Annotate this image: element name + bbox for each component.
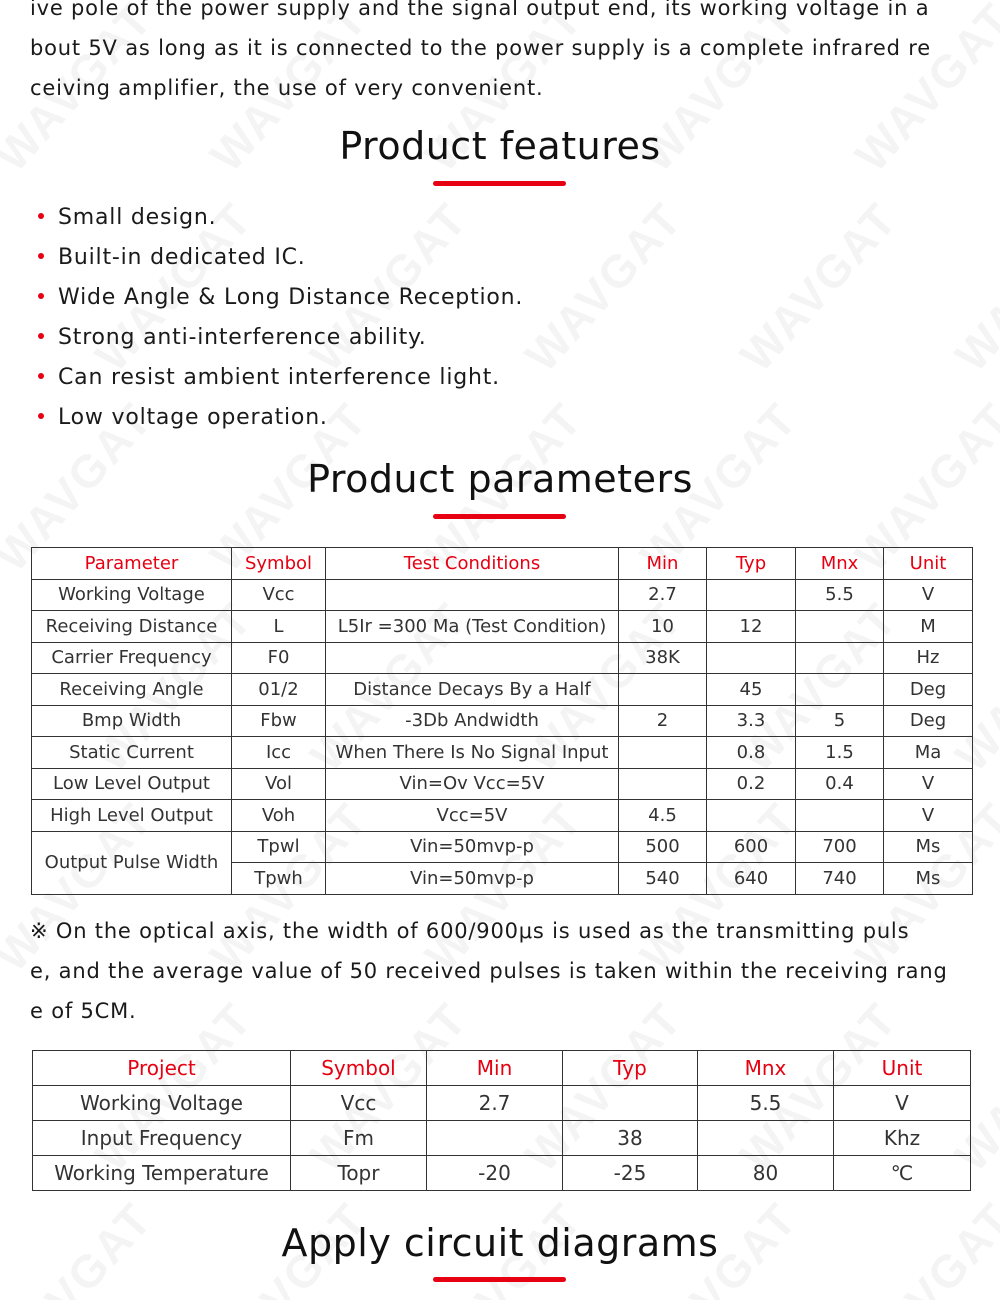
column-header: Mnx	[698, 1051, 834, 1086]
watermark-text	[514, 192, 693, 382]
note-line: ※ On the optical axis, the width of 600/900μs is used as the transmitting puls	[30, 919, 910, 943]
table-row	[32, 800, 973, 832]
table-cell: Receiving Distance	[32, 611, 232, 643]
table-cell	[707, 579, 796, 611]
bullet-icon	[38, 213, 44, 219]
column-header: Unit	[834, 1051, 971, 1086]
table-cell: 2.7	[427, 1086, 563, 1121]
table-cell: Deg	[884, 705, 973, 737]
table-cell	[427, 1121, 563, 1156]
table-cell: Vol	[232, 768, 326, 800]
column-header: Symbol	[291, 1051, 427, 1086]
table-cell: 01/2	[232, 674, 326, 706]
intro-paragraph	[30, 0, 980, 108]
limits-header-row	[33, 1051, 971, 1086]
table-cell: 4.5	[619, 800, 707, 832]
table-cell	[619, 737, 707, 769]
table-cell: Tpwl	[232, 831, 326, 863]
optical-axis-note	[30, 911, 980, 1031]
table-cell: 640	[707, 863, 796, 895]
table-cell	[796, 611, 884, 643]
feature-item	[38, 198, 523, 238]
table-cell: V	[884, 768, 973, 800]
table-cell: Static Current	[32, 737, 232, 769]
table-cell: Khz	[834, 1121, 971, 1156]
table-cell: 540	[619, 863, 707, 895]
features-heading: Product features	[339, 124, 661, 168]
column-header: Unit	[884, 548, 973, 580]
table-cell: 3.3	[707, 705, 796, 737]
column-header: Symbol	[232, 548, 326, 580]
table-cell: -25	[563, 1156, 698, 1191]
bullet-icon	[38, 413, 44, 419]
table-cell	[796, 674, 884, 706]
note-line: e, and the average value of 50 received pulses is taken within the receiving rang	[30, 959, 948, 983]
table-cell: Working Voltage	[32, 579, 232, 611]
table-cell: Carrier Frequency	[32, 642, 232, 674]
bullet-icon	[38, 333, 44, 339]
table-cell: Distance Decays By a Half	[326, 674, 619, 706]
table-cell: 0.4	[796, 768, 884, 800]
bullet-icon	[38, 293, 44, 299]
table-cell: 10	[619, 611, 707, 643]
table-row	[33, 1121, 971, 1156]
parameters-header-row	[32, 548, 973, 580]
table-cell: High Level Output	[32, 800, 232, 832]
table-cell: 2	[619, 705, 707, 737]
table-cell: Vcc=5V	[326, 800, 619, 832]
feature-text: Wide Angle & Long Distance Reception.	[58, 285, 524, 310]
table-cell: Topr	[291, 1156, 427, 1191]
table-cell: Low Level Output	[32, 768, 232, 800]
limits-table	[32, 1050, 971, 1191]
table-cell: 5.5	[698, 1086, 834, 1121]
table-cell: 80	[698, 1156, 834, 1191]
table-cell: M	[884, 611, 973, 643]
column-header: Min	[619, 548, 707, 580]
table-cell	[796, 800, 884, 832]
table-cell	[563, 1086, 698, 1121]
table-cell: Vcc	[232, 579, 326, 611]
bullet-icon	[38, 373, 44, 379]
table-cell: L5Ir =300 Ma (Test Condition)	[326, 611, 619, 643]
table-cell: 0.2	[707, 768, 796, 800]
parameters-heading-underline	[433, 514, 566, 519]
table-cell: 700	[796, 831, 884, 863]
intro-line: bout 5V as long as it is connected to the power supply is a complete infrared re	[30, 36, 931, 60]
table-cell: 5	[796, 705, 884, 737]
bullet-icon	[38, 253, 44, 259]
column-header: Test Conditions	[326, 548, 619, 580]
table-cell	[326, 579, 619, 611]
table-cell: Icc	[232, 737, 326, 769]
table-row	[32, 611, 973, 643]
table-row	[33, 1156, 971, 1191]
table-cell: V	[884, 800, 973, 832]
table-cell: Bmp Width	[32, 705, 232, 737]
table-cell: Vin=Ov Vcc=5V	[326, 768, 619, 800]
table-cell: Receiving Angle	[32, 674, 232, 706]
table-cell: Fm	[291, 1121, 427, 1156]
circuit-heading-underline	[433, 1277, 566, 1282]
table-cell: 600	[707, 831, 796, 863]
feature-text: Low voltage operation.	[58, 405, 328, 430]
column-header: Min	[427, 1051, 563, 1086]
table-cell: Vcc	[291, 1086, 427, 1121]
column-header: Mnx	[796, 548, 884, 580]
table-row	[32, 705, 973, 737]
table-row	[32, 642, 973, 674]
table-cell: 38K	[619, 642, 707, 674]
table-row	[33, 1086, 971, 1121]
table-cell: Ms	[884, 863, 973, 895]
table-cell: When There Is No Signal Input	[326, 737, 619, 769]
table-cell: Working Temperature	[33, 1156, 291, 1191]
table-cell: Voh	[232, 800, 326, 832]
table-cell: -20	[427, 1156, 563, 1191]
table-cell: Working Voltage	[33, 1086, 291, 1121]
table-cell: V	[834, 1086, 971, 1121]
column-header: Typ	[563, 1051, 698, 1086]
table-cell: 500	[619, 831, 707, 863]
table-cell: -3Db Andwidth	[326, 705, 619, 737]
table-row	[32, 831, 973, 863]
table-cell: 45	[707, 674, 796, 706]
table-cell	[707, 800, 796, 832]
table-cell: L	[232, 611, 326, 643]
table-cell: 2.7	[619, 579, 707, 611]
table-cell: 1.5	[796, 737, 884, 769]
table-cell: Output Pulse Width	[32, 831, 232, 894]
intro-line: ive pole of the power supply and the signal output end, its working voltage in a	[30, 0, 930, 20]
feature-text: Built-in dedicated IC.	[58, 245, 306, 270]
table-row	[32, 737, 973, 769]
table-cell: V	[884, 579, 973, 611]
table-cell: 0.8	[707, 737, 796, 769]
table-cell: Vin=50mvp-p	[326, 831, 619, 863]
column-header: Typ	[707, 548, 796, 580]
table-cell: F0	[232, 642, 326, 674]
table-cell: Input Frequency	[33, 1121, 291, 1156]
table-cell	[707, 642, 796, 674]
feature-item	[38, 278, 523, 318]
table-cell	[698, 1121, 834, 1156]
watermark-text	[729, 192, 908, 382]
features-heading-underline	[433, 181, 566, 186]
parameters-heading: Product parameters	[307, 457, 693, 501]
watermark-text	[944, 192, 1000, 382]
table-cell: Fbw	[232, 705, 326, 737]
table-cell	[326, 642, 619, 674]
column-header: Project	[33, 1051, 291, 1086]
table-cell: 5.5	[796, 579, 884, 611]
feature-text: Strong anti-interference ability.	[58, 325, 427, 350]
feature-text: Small design.	[58, 205, 217, 230]
feature-item	[38, 358, 523, 398]
table-row	[32, 768, 973, 800]
table-cell: Vin=50mvp-p	[326, 863, 619, 895]
table-cell: Tpwh	[232, 863, 326, 895]
table-row	[32, 674, 973, 706]
table-cell: Deg	[884, 674, 973, 706]
column-header: Parameter	[32, 548, 232, 580]
feature-item	[38, 238, 523, 278]
circuit-heading: Apply circuit diagrams	[281, 1221, 719, 1265]
table-cell	[619, 674, 707, 706]
table-cell: 12	[707, 611, 796, 643]
parameters-table	[31, 547, 973, 895]
table-cell	[619, 768, 707, 800]
feature-item	[38, 398, 523, 438]
feature-item	[38, 318, 523, 358]
table-cell	[796, 642, 884, 674]
table-cell: 38	[563, 1121, 698, 1156]
table-row	[32, 579, 973, 611]
note-line: e of 5CM.	[30, 999, 137, 1023]
table-cell: Hz	[884, 642, 973, 674]
features-list	[38, 198, 523, 438]
table-cell: Ma	[884, 737, 973, 769]
table-cell: 740	[796, 863, 884, 895]
feature-text: Can resist ambient interference light.	[58, 365, 500, 390]
table-cell: ℃	[834, 1156, 971, 1191]
table-cell: Ms	[884, 831, 973, 863]
intro-line: ceiving amplifier, the use of very convenient.	[30, 76, 544, 100]
